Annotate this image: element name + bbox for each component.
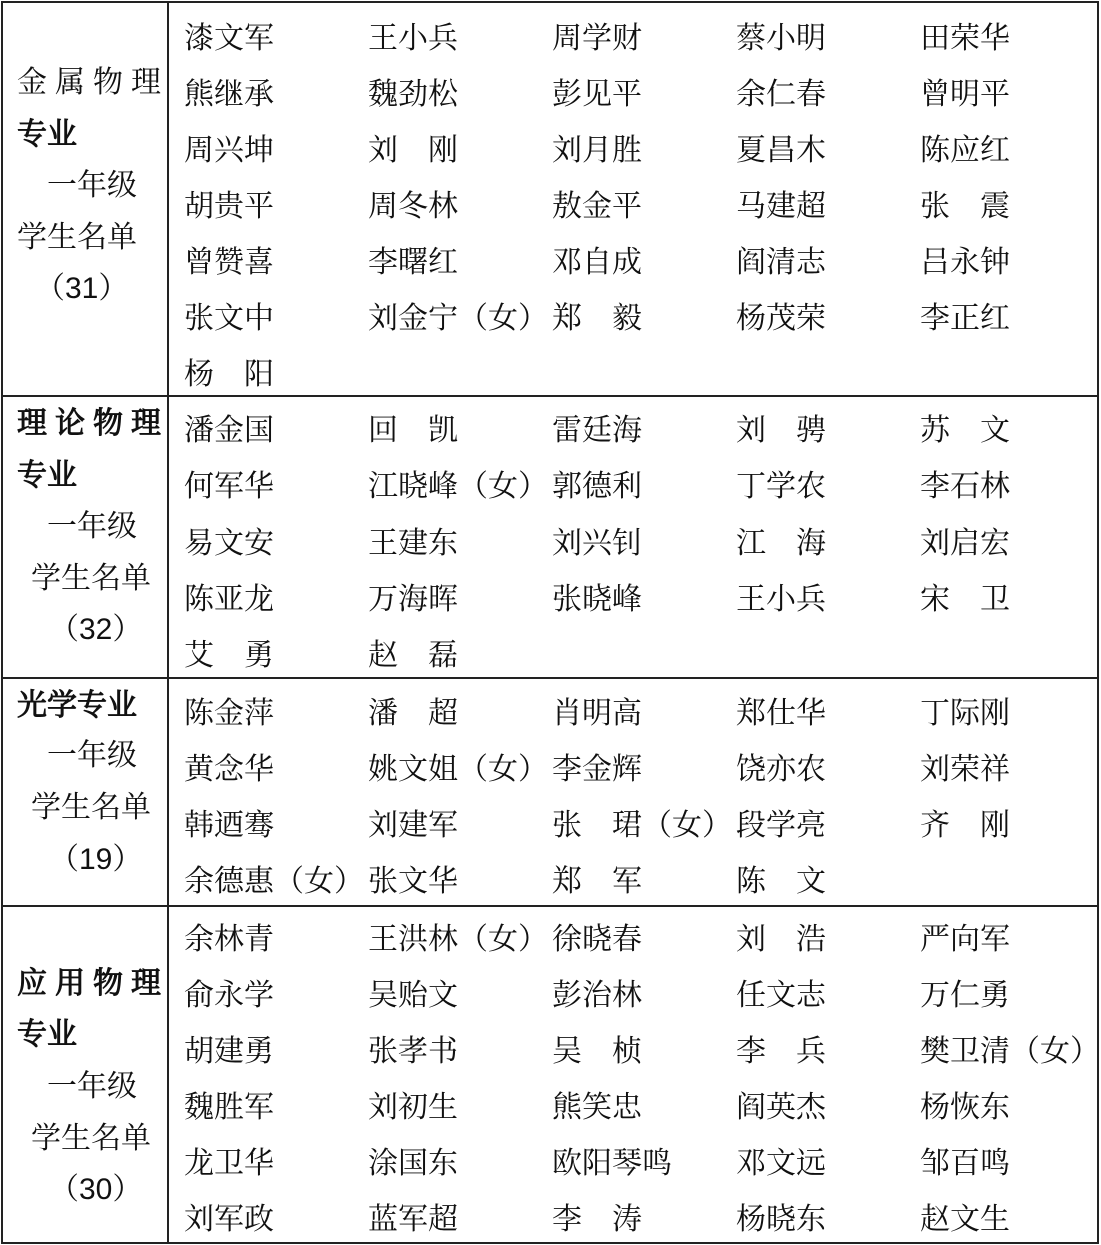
student-name: 杨晓东 <box>736 1202 826 1237</box>
student-name: 艾 勇 <box>184 638 274 673</box>
student-name: 李正红 <box>920 301 1010 336</box>
student-name: 陈金萍 <box>184 696 274 731</box>
student-name: 饶亦农 <box>736 752 826 787</box>
student-name: 王洪林（女） <box>368 922 548 957</box>
student-name: 刘 刚 <box>368 133 458 168</box>
student-name: 涂国东 <box>368 1146 458 1181</box>
major-label-line: 一年级 <box>47 509 137 544</box>
student-name: 丁学农 <box>736 469 826 504</box>
student-name: 魏劲松 <box>368 77 458 112</box>
student-name: 张文中 <box>184 301 274 336</box>
student-count: （19） <box>49 843 143 876</box>
student-names-grid <box>169 396 1099 678</box>
major-label-line: 金属物理 <box>17 65 169 100</box>
student-name: 吴 桢 <box>552 1034 642 1069</box>
student-name: 周冬林 <box>368 189 458 224</box>
student-name: 吴贻文 <box>368 978 458 1013</box>
student-name: 刘月胜 <box>552 133 642 168</box>
major-label-line: 光学专业 <box>17 688 137 723</box>
student-name: 樊卫清（女） <box>920 1034 1100 1069</box>
student-name: 蔡小明 <box>736 21 826 56</box>
student-name: 胡建勇 <box>184 1034 274 1069</box>
student-name: 彭治林 <box>552 978 642 1013</box>
student-name: 张 震 <box>920 189 1010 224</box>
student-name: 陈应红 <box>920 133 1010 168</box>
student-name: 张文华 <box>368 864 458 899</box>
student-name: 何军华 <box>184 469 274 504</box>
student-name: 黄念华 <box>184 752 274 787</box>
student-name: 杨恢东 <box>920 1090 1010 1125</box>
student-name: 欧阳琴鸣 <box>552 1146 672 1181</box>
major-label-cell <box>1 678 169 906</box>
student-name: 潘 超 <box>368 696 458 731</box>
student-name: 郑 军 <box>552 864 642 899</box>
student-name: 刘金宁（女） <box>368 301 548 336</box>
student-name: 吕永钟 <box>920 245 1010 280</box>
major-section <box>1 2 1099 396</box>
student-count: （31） <box>35 272 129 305</box>
student-name: 雷廷海 <box>552 413 642 448</box>
student-name: 齐 刚 <box>920 808 1010 843</box>
student-name: 俞永学 <box>184 978 274 1013</box>
student-name: 邹百鸣 <box>920 1146 1010 1181</box>
major-label-cell <box>1 2 169 396</box>
major-label-line: 专业 <box>17 1017 77 1052</box>
student-name: 刘 骋 <box>736 413 826 448</box>
major-label-line: 理论物理 <box>17 406 169 441</box>
student-name: 曾赞喜 <box>184 245 274 280</box>
major-section <box>1 906 1099 1243</box>
student-name: 任文志 <box>736 978 826 1013</box>
student-name: 胡贵平 <box>184 189 274 224</box>
student-name: 肖明高 <box>552 696 642 731</box>
student-count: （32） <box>49 613 143 646</box>
student-name: 万仁勇 <box>920 978 1010 1013</box>
student-name: 回 凯 <box>368 413 458 448</box>
student-name: 彭见平 <box>552 77 642 112</box>
student-name: 马建超 <box>736 189 826 224</box>
major-label-line: 一年级 <box>47 168 137 203</box>
student-name: 江晓峰（女） <box>368 469 548 504</box>
student-name: 余德惠（女） <box>184 864 364 899</box>
student-name: 丁际刚 <box>920 696 1010 731</box>
student-name: 李 兵 <box>736 1034 826 1069</box>
student-count: （30） <box>49 1173 143 1206</box>
student-name: 张晓峰 <box>552 582 642 617</box>
student-name: 李曙红 <box>368 245 458 280</box>
major-label-line: 专业 <box>17 117 77 152</box>
student-name: 陈亚龙 <box>184 582 274 617</box>
major-label-line: 应用物理 <box>17 966 169 1001</box>
student-name: 易文安 <box>184 526 274 561</box>
student-name: 江 海 <box>736 526 826 561</box>
student-name: 宋 卫 <box>920 582 1010 617</box>
major-label-cell <box>1 906 169 1243</box>
major-label-line: 学生名单 <box>31 561 151 596</box>
major-label-line: 学生名单 <box>31 790 151 825</box>
student-name: 漆文军 <box>184 21 274 56</box>
student-name: 王小兵 <box>736 582 826 617</box>
student-name: 阎清志 <box>736 245 826 280</box>
student-name: 刘兴钊 <box>552 526 642 561</box>
major-label-line: 学生名单 <box>17 220 137 255</box>
student-name: 韩迺骞 <box>184 808 274 843</box>
student-name: 段学亮 <box>736 808 826 843</box>
student-name: 余林青 <box>184 922 274 957</box>
student-names-grid <box>169 2 1099 396</box>
student-name: 魏胜军 <box>184 1090 274 1125</box>
student-name: 夏昌木 <box>736 133 826 168</box>
student-name: 刘启宏 <box>920 526 1010 561</box>
student-name: 杨茂荣 <box>736 301 826 336</box>
student-name: 刘军政 <box>184 1202 274 1237</box>
major-label-line: 专业 <box>17 458 77 493</box>
student-name: 赵 磊 <box>368 638 458 673</box>
major-label-line: 学生名单 <box>31 1121 151 1156</box>
major-label-line: 一年级 <box>47 1069 137 1104</box>
student-name: 万海晖 <box>368 582 458 617</box>
student-name: 敖金平 <box>552 189 642 224</box>
student-name: 刘荣祥 <box>920 752 1010 787</box>
major-label-line: 一年级 <box>47 738 137 773</box>
student-name: 曾明平 <box>920 77 1010 112</box>
student-name: 张孝书 <box>368 1034 458 1069</box>
student-name: 余仁春 <box>736 77 826 112</box>
student-name: 李石林 <box>920 469 1010 504</box>
student-name: 潘金国 <box>184 413 274 448</box>
student-name: 邓自成 <box>552 245 642 280</box>
student-name: 刘建军 <box>368 808 458 843</box>
student-name: 杨 阳 <box>184 357 274 392</box>
student-name: 蓝军超 <box>368 1202 458 1237</box>
student-name: 龙卫华 <box>184 1146 274 1181</box>
student-name: 徐晓春 <box>552 922 642 957</box>
student-name: 郑 毅 <box>552 301 642 336</box>
student-name: 王建东 <box>368 526 458 561</box>
student-name: 严向军 <box>920 922 1010 957</box>
student-name: 刘 浩 <box>736 922 826 957</box>
student-name: 熊继承 <box>184 77 274 112</box>
student-name: 李 涛 <box>552 1202 642 1237</box>
major-section <box>1 678 1099 906</box>
major-label-cell <box>1 396 169 678</box>
student-name: 王小兵 <box>368 21 458 56</box>
student-name: 周兴坤 <box>184 133 274 168</box>
student-name: 张 珺（女） <box>552 808 732 843</box>
student-name: 周学财 <box>552 21 642 56</box>
student-name: 阎英杰 <box>736 1090 826 1125</box>
student-name: 赵文生 <box>920 1202 1010 1237</box>
student-name: 刘初生 <box>368 1090 458 1125</box>
student-name: 苏 文 <box>920 413 1010 448</box>
student-name: 郭德利 <box>552 469 642 504</box>
student-names-grid <box>169 906 1099 1243</box>
student-name: 邓文远 <box>736 1146 826 1181</box>
student-name: 田荣华 <box>920 21 1010 56</box>
student-name: 熊笑忠 <box>552 1090 642 1125</box>
student-name: 李金辉 <box>552 752 642 787</box>
major-section <box>1 396 1099 678</box>
student-name: 郑仕华 <box>736 696 826 731</box>
student-name: 陈 文 <box>736 864 826 899</box>
student-name: 姚文姐（女） <box>368 752 548 787</box>
student-names-grid <box>169 678 1099 906</box>
